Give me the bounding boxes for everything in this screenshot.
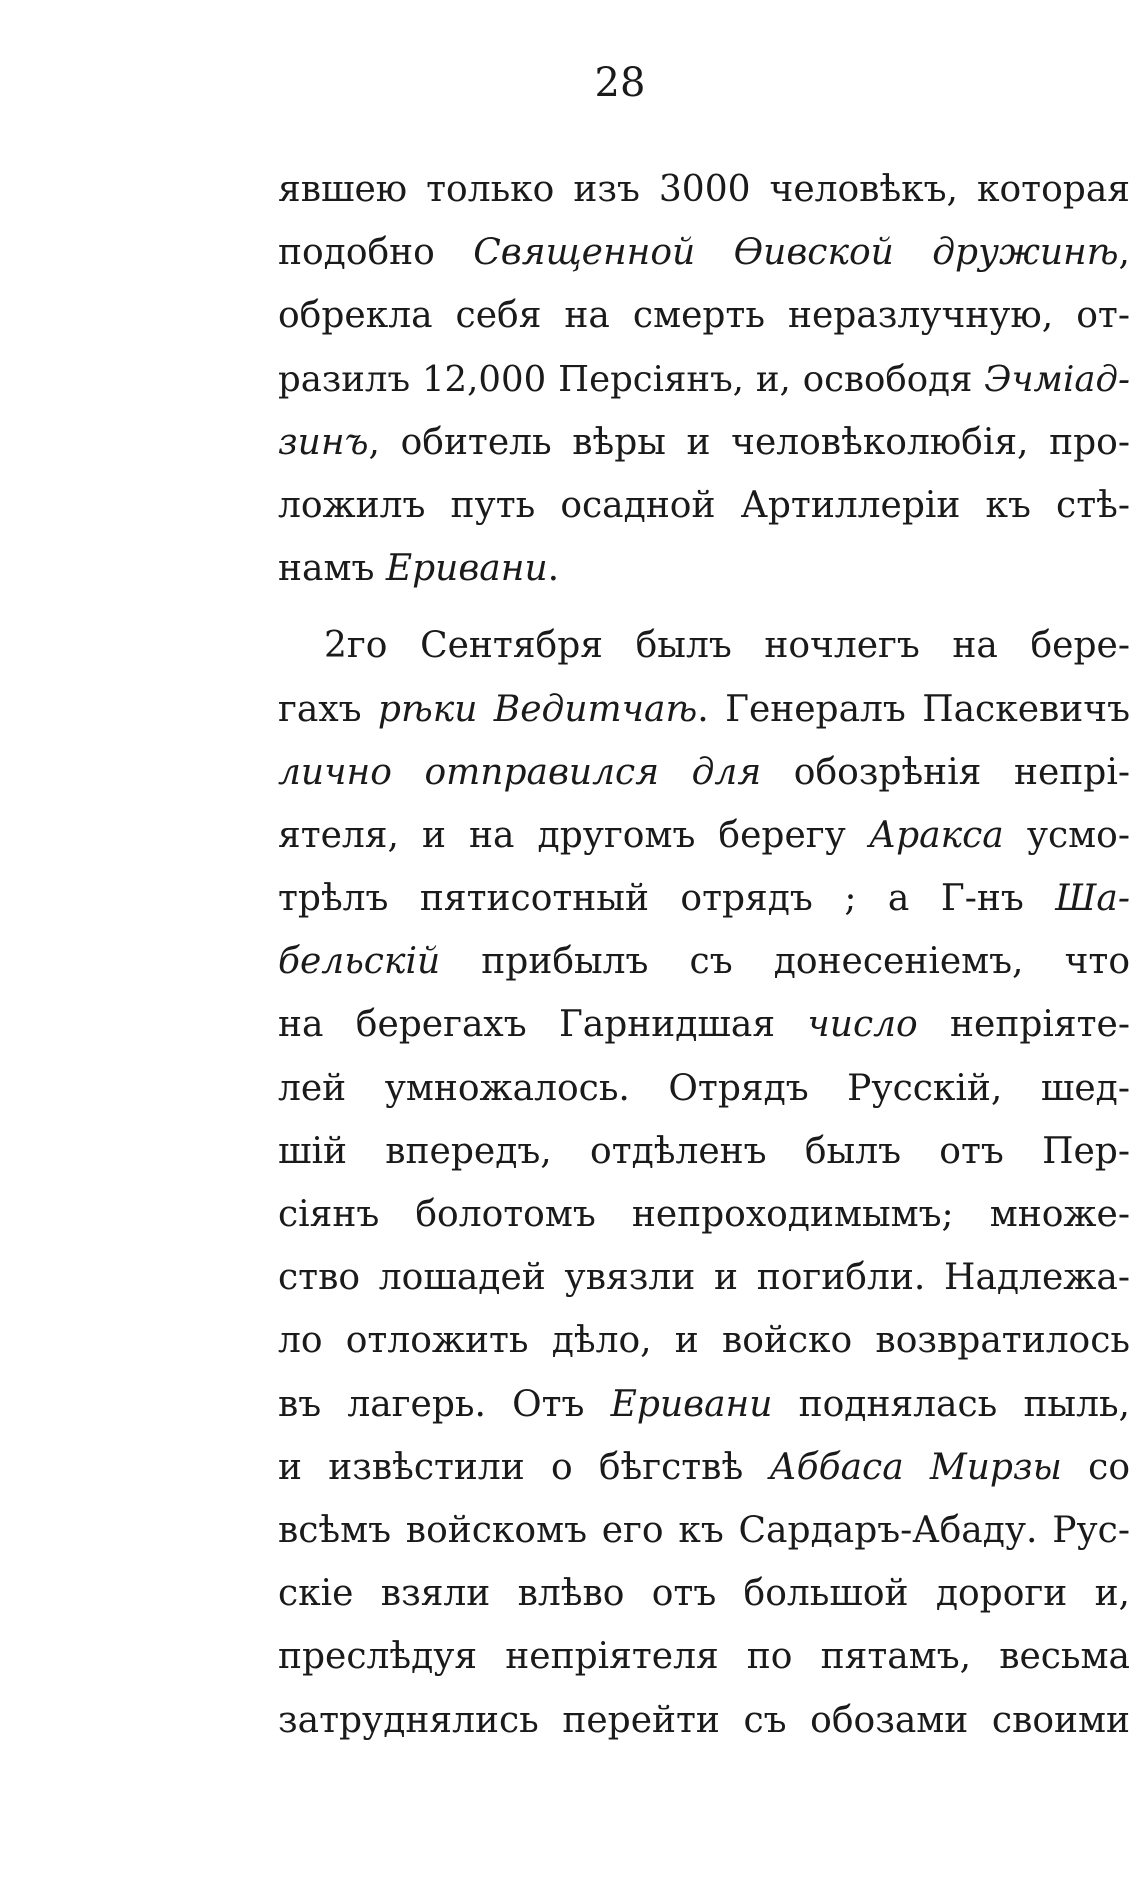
text-line xyxy=(278,284,1130,347)
text-run: лей умножалось. Отрядъ Русскій, шед- xyxy=(278,1067,1130,1109)
text-run: ложилъ путь осадной Артиллеріи къ стѣ- xyxy=(278,484,1130,526)
text-run: явшею только изъ 3000 человѣкъ, которая xyxy=(278,169,1130,210)
italic-run: Еривани xyxy=(610,1383,773,1425)
text-run: и извѣстили о бѣгствѣ xyxy=(278,1446,770,1488)
text-run: сіянъ болотомъ непроходимымъ; множе- xyxy=(278,1194,1130,1235)
text-run: непріяте- xyxy=(917,1004,1130,1046)
italic-run: Ша- xyxy=(1055,878,1130,920)
text-line xyxy=(278,804,1130,867)
text-run: прибылъ съ донесеніемъ, что xyxy=(440,941,1130,983)
page-number: 28 xyxy=(594,60,646,106)
text-line xyxy=(278,1625,1130,1688)
text-run: въ лагерь. Отъ xyxy=(278,1383,611,1425)
text-line xyxy=(278,1499,1130,1562)
text-line xyxy=(278,1246,1130,1309)
text-run: всѣмъ войскомъ его къ Сардаръ-Абаду. Рус- xyxy=(278,1509,1130,1551)
italic-run: Аракса xyxy=(868,814,1004,856)
text-run: шій впередъ, отдѣленъ былъ отъ Пер- xyxy=(278,1130,1130,1172)
text-line xyxy=(278,614,1130,677)
text-line xyxy=(278,1562,1130,1625)
text-line xyxy=(278,1373,1130,1436)
text-line xyxy=(278,993,1130,1056)
text-run: поднялась пыль, xyxy=(772,1383,1130,1425)
text-run: , обитель вѣры и человѣколюбія, про- xyxy=(368,421,1130,463)
text-run: подобно xyxy=(278,232,474,274)
text-line xyxy=(278,348,1130,411)
italic-run: Эчміад- xyxy=(984,358,1130,400)
text-run: преслѣдуя непріятеля по пятамъ, весьма xyxy=(278,1636,1130,1678)
text-run: ло отложить дѣло, и войско возвратилось xyxy=(278,1320,1130,1362)
text-run: . xyxy=(547,548,560,590)
text-line xyxy=(278,221,1130,284)
text-run: ство лошадей увязли и погибли. Надлежа- xyxy=(278,1257,1130,1299)
text-run: 2го Сентября былъ ночлегъ на бере- xyxy=(324,625,1130,667)
italic-run: рѣки Ведитчаѣ xyxy=(377,688,698,730)
text-run: . Генералъ Паскевичъ xyxy=(697,688,1130,730)
text-run: затруднялись перейти съ обозами своими xyxy=(278,1699,1130,1741)
text-run: обрекла себя на смерть неразлучную, от- xyxy=(278,295,1130,337)
text-line xyxy=(278,411,1130,474)
text-run: разилъ 12,000 Персіянъ, и, освободя xyxy=(278,358,985,400)
text-line xyxy=(278,474,1130,537)
text-run: гахъ xyxy=(278,688,378,730)
text-line xyxy=(278,741,1130,804)
italic-run: лично отправился для xyxy=(278,751,762,793)
text-line xyxy=(278,158,1130,221)
text-line xyxy=(278,867,1130,930)
text-line xyxy=(278,1120,1130,1183)
text-run: намъ xyxy=(278,548,386,590)
text-line xyxy=(278,1689,1130,1752)
italic-run: Священной Ѳивской дружинѣ xyxy=(473,232,1119,274)
italic-run: бельскій xyxy=(278,941,441,983)
text-run: со xyxy=(1061,1446,1130,1488)
text-line xyxy=(278,930,1130,993)
text-run: усмо- xyxy=(1003,814,1130,856)
text-line xyxy=(278,1436,1130,1499)
text-run: трѣлъ пятисотный отрядъ ; а Г-нъ xyxy=(278,878,1056,920)
text-line xyxy=(278,537,1130,600)
text-line xyxy=(278,678,1130,741)
italic-run: число xyxy=(807,1004,918,1046)
text-line xyxy=(278,1057,1130,1120)
text-run: скіе взяли влѣво отъ большой дороги и, xyxy=(278,1573,1130,1615)
paragraph-gap xyxy=(278,600,1130,614)
text-line xyxy=(278,1183,1130,1246)
text-run: ятеля, и на другомъ берегу xyxy=(278,814,869,856)
text-run: на берегахъ Гарнидшая xyxy=(278,1004,808,1046)
text-run: , xyxy=(1118,232,1130,274)
italic-run: Аббаса Мирзы xyxy=(769,1446,1062,1488)
body-text xyxy=(278,158,1130,1752)
text-line xyxy=(278,1309,1130,1372)
italic-run: зинъ xyxy=(278,421,369,463)
italic-run: Еривани xyxy=(385,548,548,590)
text-run: обозрѣнія непрі- xyxy=(761,751,1130,793)
